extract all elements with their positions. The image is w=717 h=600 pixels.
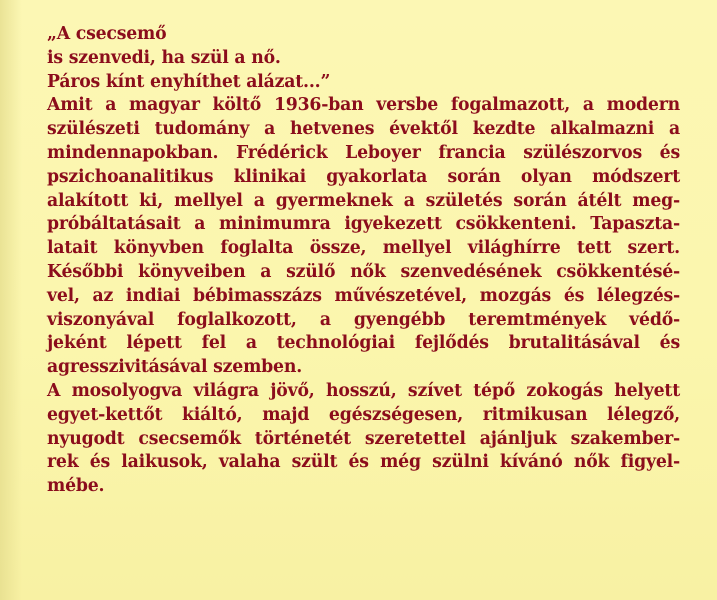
body-line: mindennapokban. Frédérick Leboyer francia szülészorvos és	[47, 142, 680, 163]
poem-line: is szenvedi, ha szül a nő.	[47, 47, 281, 68]
body-line: latait könyvben foglalta össze, mellyel világhírre tett szert.	[47, 238, 680, 259]
poem-line: „A csecsemő	[47, 24, 167, 44]
body-line: Későbbi könyveiben a szülő nők szenvedésének csökkentésé-	[47, 261, 680, 282]
body-line: rek és laikusok, valaha szült és még szülni kívánó nők figyel-	[47, 452, 680, 473]
cover-text-block	[47, 23, 707, 499]
body-line: viszonyával foglalkozott, a gyengébb teremtmények védő-	[47, 309, 680, 330]
body-line: egyet-kettőt kiáltó, majd egészségesen, ritmikusan lélegző,	[47, 404, 680, 425]
body-line: A mosolyogva világra jövő, hosszú, szívet tépő zokogás helyett	[47, 380, 680, 401]
body-line: agresszivitásával szemben.	[47, 357, 303, 378]
body-line: vel, az indiai bébimasszázs művészetével, mozgás és lélegzés-	[47, 285, 680, 306]
body-line: Amit a magyar költő 1936-ban versbe fogalmazott, a modern	[47, 95, 680, 116]
body-line: nyugodt csecsemők történetét szeretettel ajánljuk szakember-	[47, 428, 680, 449]
body-line: mébe.	[47, 476, 105, 497]
body-line: alakított ki, mellyel a gyermeknek a születés során átélt meg-	[47, 190, 680, 211]
poem-line: Páros kínt enyhíthet alázat...”	[47, 71, 331, 92]
body-line: pszichoanalitikus klinikai gyakorlata során olyan módszert	[47, 166, 680, 187]
body-line: próbáltatásait a minimumra igyekezett csökkenteni. Tapaszta-	[47, 214, 680, 235]
page-edge-shadow	[0, 0, 22, 600]
body-line: jeként lépett fel a technológiai fejlődés brutalitásával és	[47, 333, 680, 354]
body-line: szülészeti tudomány a hetvenes évektől kezdte alkalmazni a	[47, 119, 680, 140]
